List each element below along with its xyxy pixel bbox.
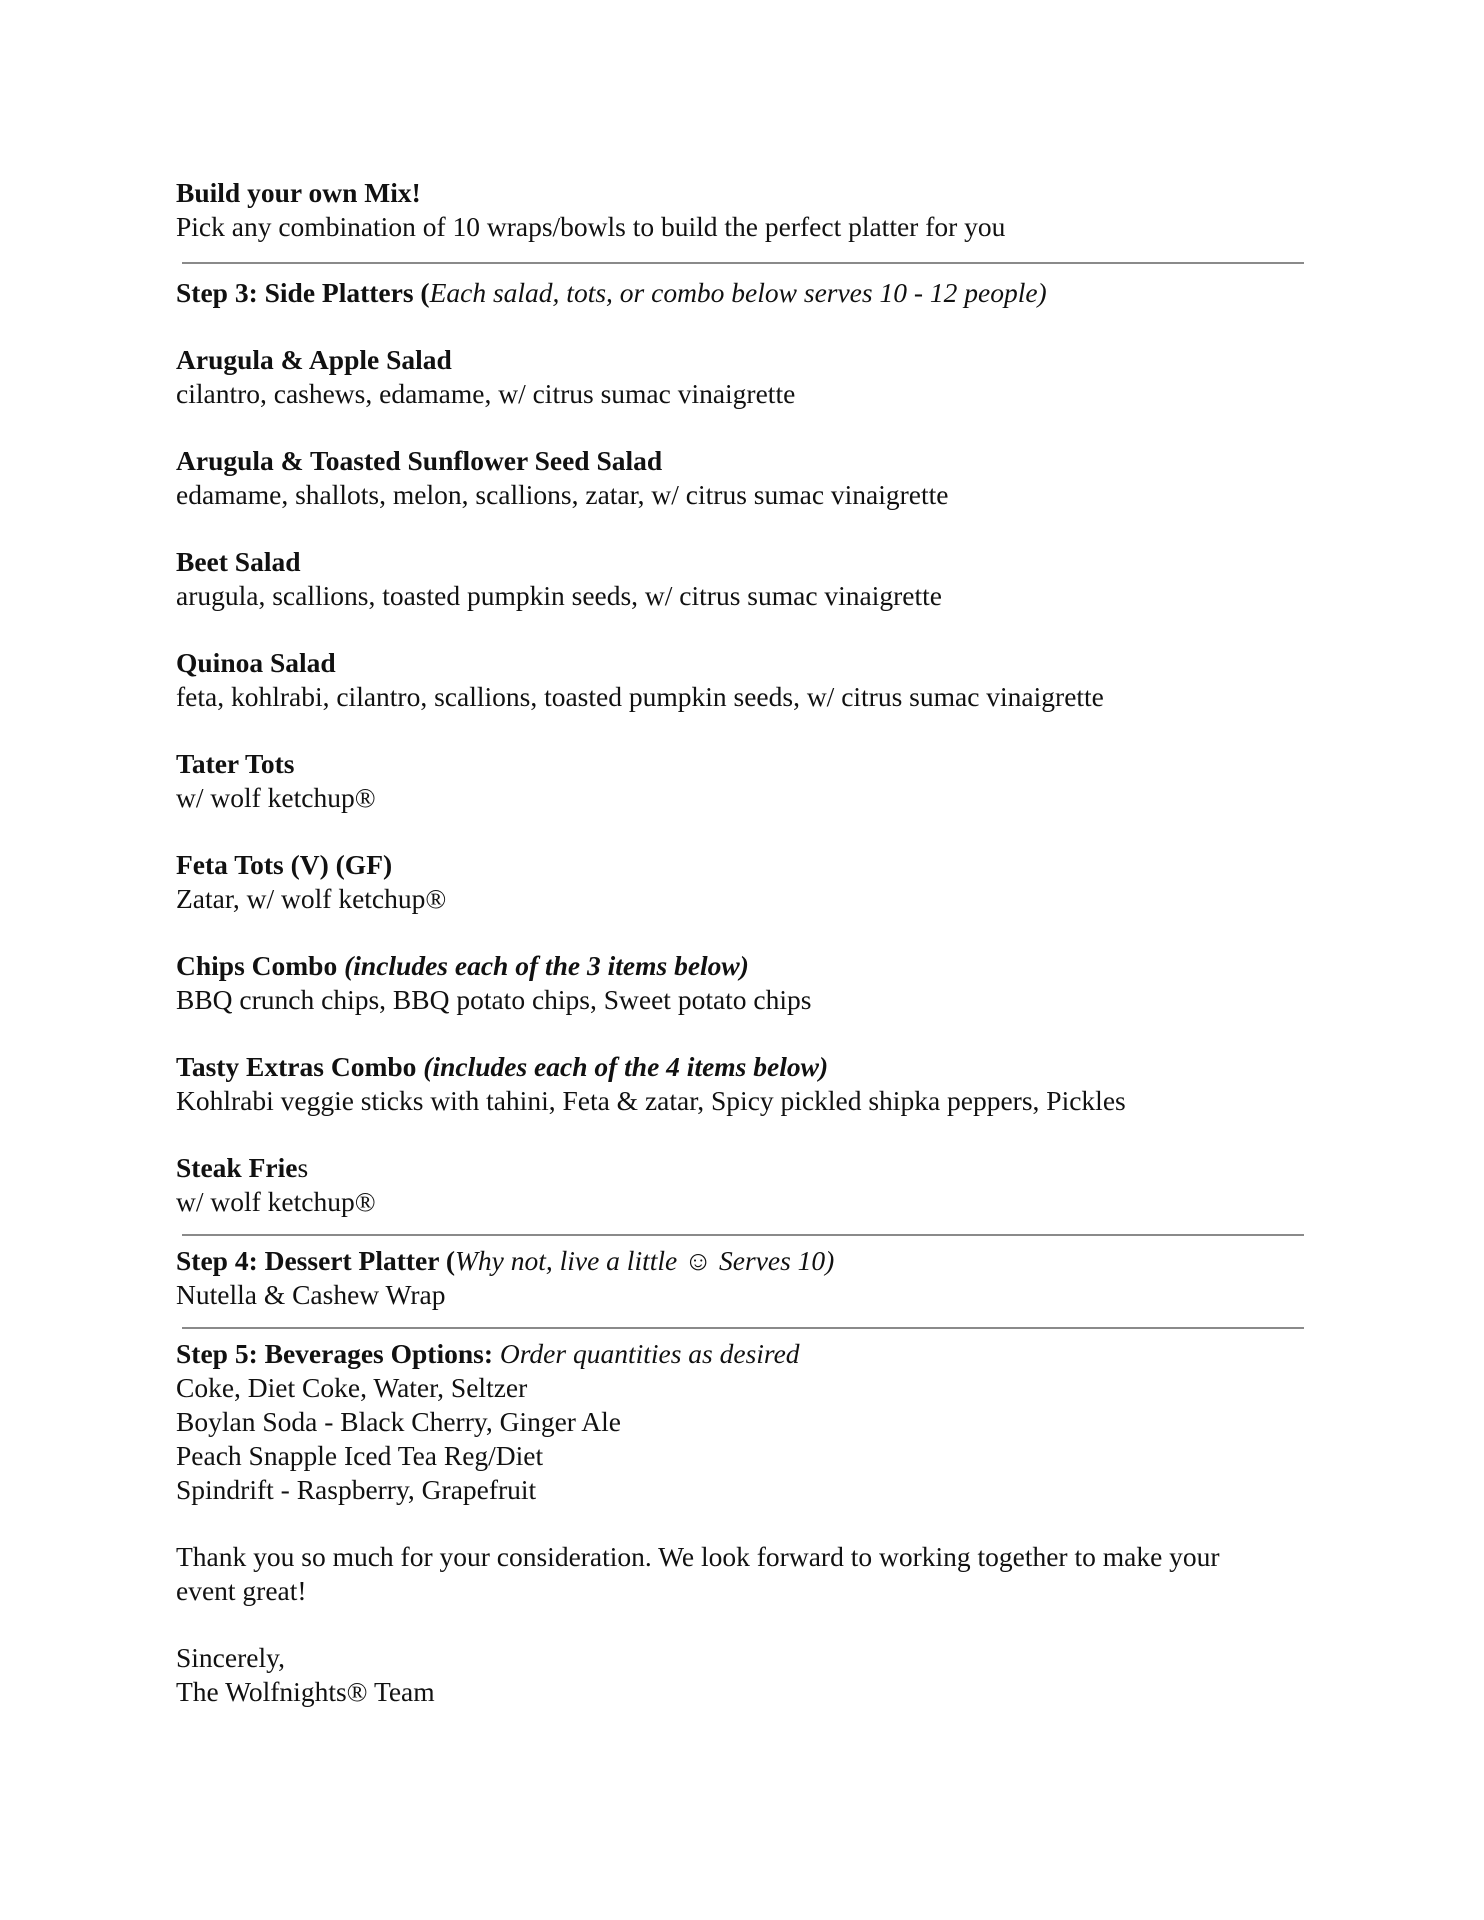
side-item-desc: Kohlrabi veggie sticks with tahini, Feta & zatar, Spicy pickled shipka peppers, Pickles <box>176 1085 1126 1116</box>
side-item-name: Tasty Extras Combo (includes each of the 4 items below) <box>176 1051 829 1082</box>
side-item-desc: arugula, scallions, toasted pumpkin seeds, w/ citrus sumac vinaigrette <box>176 580 942 611</box>
side-item-name: Feta Tots (V) (GF) <box>176 849 393 880</box>
closing-text: event great! <box>176 1575 307 1606</box>
side-item-name: Arugula & Toasted Sunflower Seed Salad <box>176 445 663 476</box>
side-item-desc: feta, kohlrabi, cilantro, scallions, toasted pumpkin seeds, w/ citrus sumac vinaigrette <box>176 681 1104 712</box>
beverage-item: Spindrift - Raspberry, Grapefruit <box>176 1474 537 1505</box>
closing-text: Thank you so much for your consideration. We look forward to working together to make your <box>176 1541 1220 1572</box>
side-item-desc: BBQ crunch chips, BBQ potato chips, Sweet potato chips <box>176 984 812 1015</box>
intro-text: Pick any combination of 10 wraps/bowls to build the perfect platter for you <box>176 211 1006 242</box>
beverage-item: Coke, Diet Coke, Water, Seltzer <box>176 1372 528 1403</box>
dessert-item: Nutella & Cashew Wrap <box>176 1279 446 1310</box>
document-page <box>176 176 1316 1709</box>
side-item-name: Arugula & Apple Salad <box>176 344 452 375</box>
step3-heading: Step 3: Side Platters (Each salad, tots, or combo below serves 10 - 12 people) <box>176 277 1047 308</box>
side-item-desc: Zatar, w/ wolf ketchup® <box>176 883 447 914</box>
side-item-name: Tater Tots <box>176 748 295 779</box>
side-item-desc: cilantro, cashews, edamame, w/ citrus sumac vinaigrette <box>176 378 796 409</box>
side-item-name: Steak Fries <box>176 1152 309 1183</box>
signature: The Wolfnights® Team <box>176 1676 435 1707</box>
side-item-name: Beet Salad <box>176 546 301 577</box>
signoff: Sincerely, <box>176 1642 285 1673</box>
side-item-name: Chips Combo (includes each of the 3 items below) <box>176 950 749 981</box>
beverage-item: Boylan Soda - Black Cherry, Ginger Ale <box>176 1406 621 1437</box>
step4-heading: Step 4: Dessert Platter (Why not, live a little ☺ Serves 10) <box>176 1245 835 1276</box>
side-item-desc: edamame, shallots, melon, scallions, zatar, w/ citrus sumac vinaigrette <box>176 479 949 510</box>
intro-title: Build your own Mix! <box>176 177 421 208</box>
side-item-desc: w/ wolf ketchup® <box>176 1186 376 1217</box>
beverage-item: Peach Snapple Iced Tea Reg/Diet <box>176 1440 544 1471</box>
side-item-desc: w/ wolf ketchup® <box>176 782 376 813</box>
side-item-name: Quinoa Salad <box>176 647 336 678</box>
step5-heading: Step 5: Beverages Options: Order quantities as desired <box>176 1338 800 1369</box>
